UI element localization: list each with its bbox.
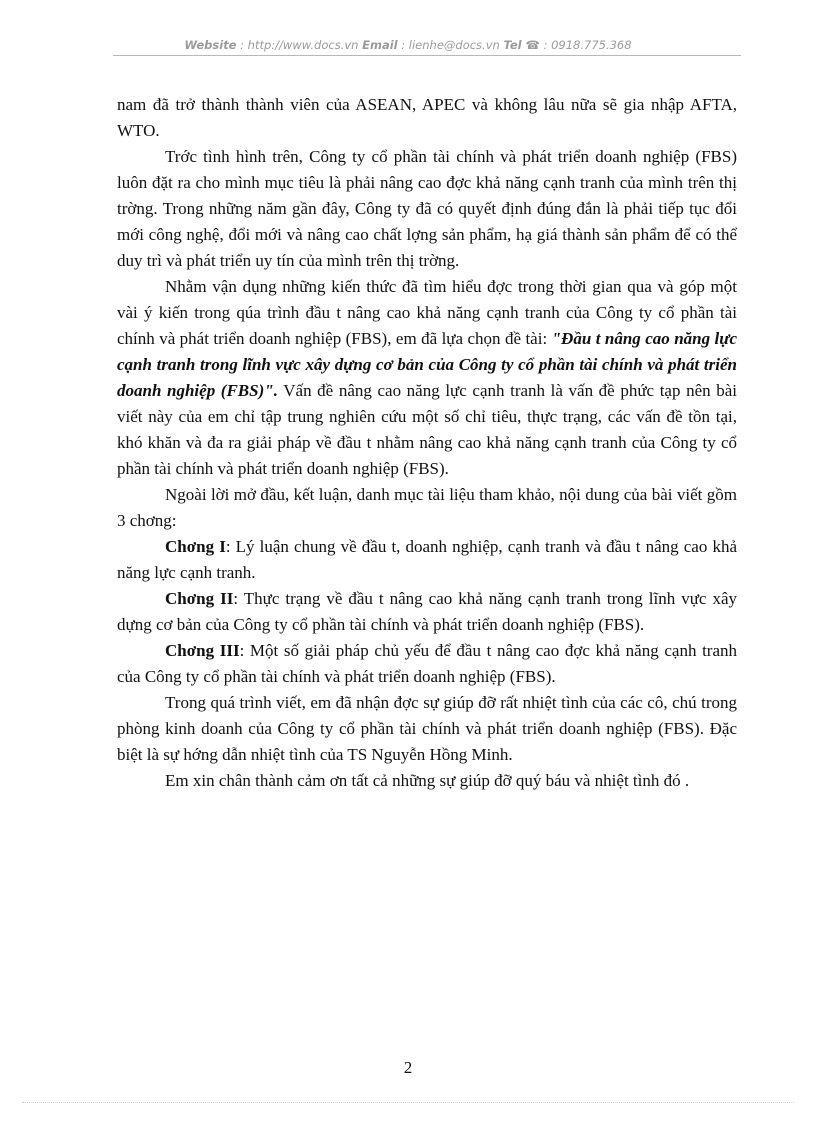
chapter-3-text: : Một số giải pháp chủ yếu để đầu t nâng cao đợc khả năng cạnh tranh của Công ty cổ phần tài chính và phát triển doanh nghiệp (FBS). <box>117 641 737 686</box>
website-label: Website <box>184 38 237 52</box>
tel-label: Tel ☎ <box>503 38 540 52</box>
topic-title: "Đầu t nâng cao năng lực cạnh tranh trong lĩnh vực xây dựng cơ bản của Công ty cổ phần tài chính và phát triển doanh nghiệp (FBS)". <box>117 329 737 400</box>
chapter-1-label: Chơng I <box>165 537 226 556</box>
paragraph-acknowledgement: Trong quá trình viết, em đã nhận đợc sự giúp đỡ rất nhiệt tình của các cô, chú trong phòng kinh doanh của Công ty cổ phần tài chính và phát triển doanh nghiệp (FBS). Đặc biệt là sự hớng dẫn nhiệt tình của TS Nguyễn Hồng Minh. <box>117 693 737 764</box>
chapter-2 <box>117 586 737 638</box>
header-divider <box>113 55 741 56</box>
chapter-3-label: Chơng III <box>165 641 240 660</box>
page-header <box>0 38 816 52</box>
tel-value: : 0918.775.368 <box>539 38 632 52</box>
paragraph-thanks: Em xin chân thành cảm ơn tất cả những sự giúp đỡ quý báu và nhiệt tình đó . <box>165 771 690 790</box>
topic-lead-text: Nhằm vận dụng những kiến thức đã tìm hiểu đợc trong thời gian qua và góp một vài ý kiến trong qúa trình đầu t nâng cao khả năng cạnh tranh của Công ty cổ phần tài chính và phát triển doanh nghiệp (FBS), em đã lựa chọn đề tài: <box>117 277 737 348</box>
chapter-2-text: : Thực trạng về đầu t nâng cao khả năng cạnh tranh trong lĩnh vực xây dựng cơ bản của Công ty cổ phần tài chính và phát triển doanh nghiệp (FBS). <box>117 589 738 634</box>
chapter-2-label: Chơng II <box>165 589 234 608</box>
paragraph-structure: Ngoài lời mở đầu, kết luận, danh mục tài liệu tham khảo, nội dung của bài viết gồm 3 chơng: <box>117 485 737 530</box>
paragraph-topic <box>117 274 737 482</box>
document-body <box>117 92 737 794</box>
footer-divider <box>22 1102 794 1103</box>
chapter-1-text: : Lý luận chung về đầu t, doanh nghiệp, cạnh tranh và đầu t nâng cao khả năng lực cạnh tranh. <box>117 537 737 582</box>
page-number: 2 <box>403 1058 413 1077</box>
paragraph-context: Trớc tình hình trên, Công ty cổ phần tài chính và phát triển doanh nghiệp (FBS) luôn đặt ra cho mình mục tiêu là phải nâng cao đợc khả năng cạnh tranh của mình trên thị trờng. Trong những năm gần đây, Công ty đã có quyết định đúng đắn là phải tiếp tục đổi mới công nghệ, đổi mới và nâng cao chất lợng sản phẩm, hạ giá thành sản phẩm để có thể duy trì và phát triển uy tín của mình trên thị trờng. <box>117 147 737 270</box>
chapter-3 <box>117 638 737 690</box>
email-value: : lienhe@docs.vn <box>397 38 504 52</box>
email-label: Email <box>362 38 398 52</box>
website-value: : http://www.docs.vn <box>236 38 363 52</box>
topic-follow-text: Vấn đề nâng cao năng lực cạnh tranh là vấn đề phức tạp nên bài viết này của em chỉ tập trung nghiên cứu một số chỉ tiêu, thực trạng, các vấn đề tồn tại, khó khăn và đa ra giải pháp về đầu t nhằm nâng cao khả năng cạnh tranh của Công ty cổ phần tài chính và phát triển doanh nghiệp (FBS). <box>117 381 737 478</box>
chapter-1 <box>117 534 737 586</box>
paragraph-intro: nam đã trở thành thành viên của ASEAN, APEC và không lâu nữa sẽ gia nhập AFTA, WTO. <box>117 95 737 140</box>
